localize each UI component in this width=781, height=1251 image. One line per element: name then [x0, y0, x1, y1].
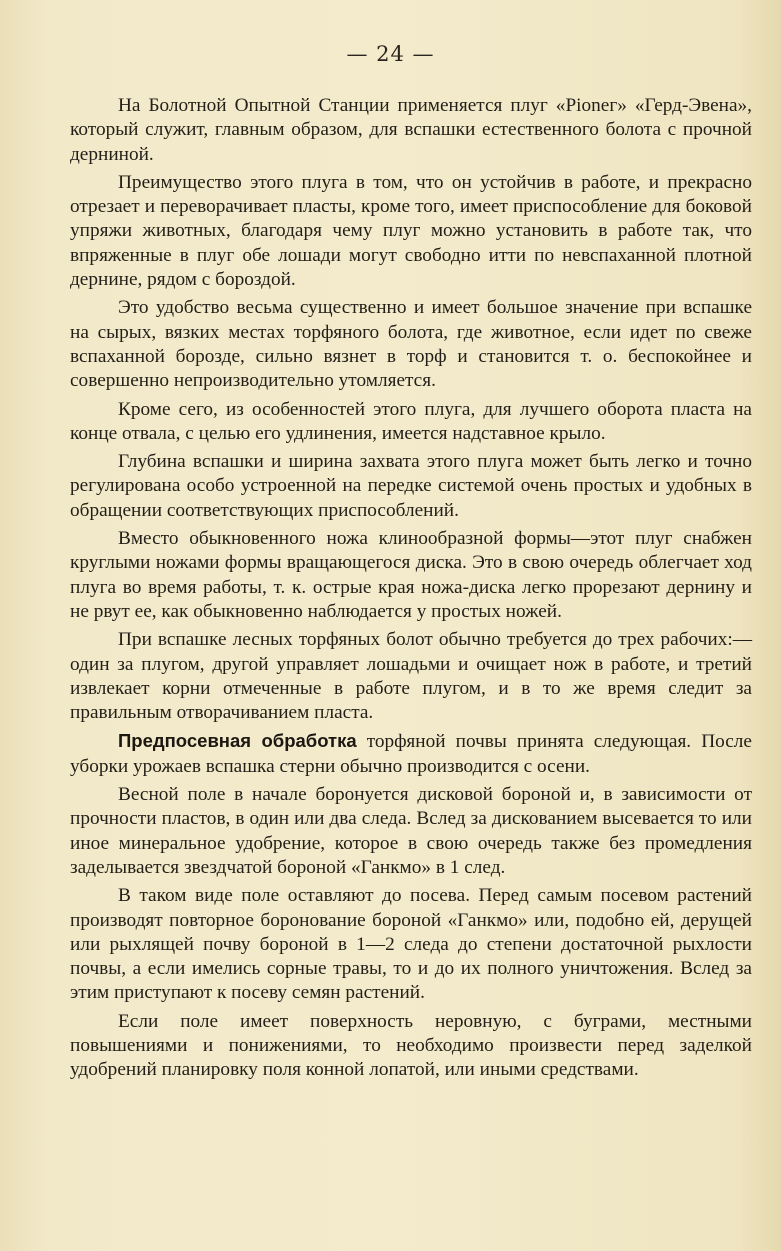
paragraph: Весной поле в начале боронуется дисковой бороной и, в зависимости от прочности пластов, в один или два следа. Вслед за дискованием высевается то или иное минеральное удобрение, которое в свою очередь также без промедления заделывается звездчатой бороной «Ганкмо» в 1 след.	[70, 784, 752, 878]
paragraph: В таком виде поле оставляют до посева. Перед самым посевом растений производят повторное боронование бороной «Ганкмо» или, подобно ей, дерущей или рыхлящей почву бороной в 1—2 следа до степени достаточной рыхлости почвы, а если имелись сорные травы, то и до их полного уничтожения. Вслед за этим приступают к посеву семян растений.	[70, 885, 752, 1004]
paragraph: Это удобство весьма существенно и имеет большое значение при вспашке на сырых, вязких местах торфяного болота, где животное, если идет по свеже вспаханной борозде, сильно вязнет в торф и становится т. о. беспокойнее и совершенно непроизводительно утомляется.	[70, 297, 752, 392]
section-paragraph	[70, 729, 752, 779]
paragraph: Вместо обыкновенного ножа клинообразной формы—этот плуг снабжен круглыми ножами формы вращающегося диска. Это в свою очередь облегчает ход плуга во время работы, т. к. острые края ножа-диска легко прорезают дернину и не рвут ее, как обыкновенно наблюдается у простых ножей.	[70, 528, 752, 622]
paragraph: При вспашке лесных торфяных болот обычно требуется до трех рабочих:— один за плугом, другой управляет лошадьми и очищает нож в работе, и третий извлекает корни отмеченные в работе плугом, и в то же время следит за правильным отворачиванием пласта.	[70, 629, 752, 724]
paragraph: Кроме сего, из особенностей этого плуга, для лучшего оборота пласта на конце отвала, с целью его удлинения, имеется надставное крыло.	[70, 398, 752, 444]
page-body	[70, 94, 752, 1087]
paragraph: Если поле имеет поверхность неровную, с буграми, местными повышениями и понижениями, то необходимо произвести перед заделкой удобрений планировку поля конной лопатой, или иными средствами.	[70, 1010, 752, 1081]
section-heading: Предпосевная обработка	[118, 730, 357, 752]
section-lead-text: торфяной почвы принята следующая. После уборки урожаев вспашка стерни обычно производится с осени.	[70, 731, 752, 777]
paragraph: Преимущество этого плуга в том, что он устойчив в работе, и прекрасно отрезает и переворачивает пласты, кроме того, имеет приспособление для боковой упряжи животных, благодаря чему плуг можно установить в работе так, что впряженные в плуг обе лошади могут свободно итти по невспаханной плотной дернине, рядом с бороздой.	[70, 171, 752, 291]
paragraph: Глубина вспашки и ширина захвата этого плуга может быть легко и точно регулирована особо устроенной на передке системой очень простых и удобных в обращении соответствующих приспособлений.	[70, 451, 752, 521]
paragraph: На Болотной Опытной Станции применяется плуг «Pionег» «Герд-Эвена», который служит, главным образом, для вспашки естественного болота с прочной дерниной.	[70, 95, 752, 165]
page-number: — 24 —	[346, 42, 435, 66]
